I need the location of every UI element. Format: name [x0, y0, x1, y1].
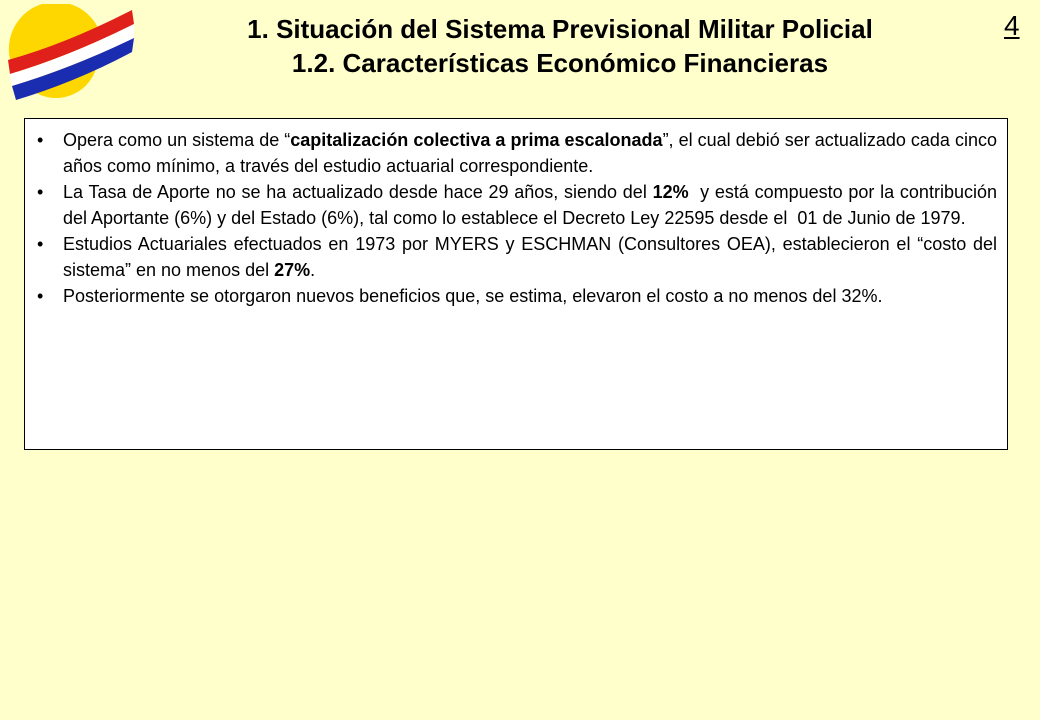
- title-block: [150, 12, 970, 80]
- bullet-icon: •: [37, 182, 44, 202]
- item-text: Opera como un sistema de “: [63, 130, 291, 150]
- content-box: [24, 118, 1008, 450]
- list-item: [37, 283, 997, 309]
- bullet-list: [37, 127, 1002, 309]
- bullet-icon: •: [37, 286, 44, 306]
- bullet-icon: •: [37, 130, 44, 150]
- page-subtitle: 1.2. Características Económico Financieras: [291, 48, 829, 78]
- item-text: .: [310, 260, 316, 280]
- item-bold-text: capitalización colectiva a prima escalonada: [290, 130, 663, 150]
- item-text: ”, el cual debió ser actualizado cada cinco años como mínimo, a través del estudio actuarial correspondiente.: [63, 130, 997, 176]
- sun-stripes-logo-icon: [6, 4, 134, 102]
- page-title: 1. Situación del Sistema Previsional Militar Policial: [247, 14, 873, 44]
- item-text: y está compuesto por la contribución del Aportante (6%) y del Estado (6%), tal como lo establece el Decreto Ley 22595 desde el 01 de Junio de 1979.: [63, 182, 1002, 228]
- item-text: Posteriormente se otorgaron nuevos beneficios que, se estima, elevaron el costo a no menos del 32%.: [63, 286, 883, 306]
- list-item: [37, 231, 997, 283]
- page-number: 4: [1004, 10, 1020, 41]
- item-bold-text: 12%: [652, 182, 689, 202]
- item-text: La Tasa de Aporte no se ha actualizado desde hace 29 años, siendo del: [63, 182, 653, 202]
- list-item: [37, 127, 997, 179]
- bullet-icon: •: [37, 234, 44, 254]
- list-item: [37, 179, 1002, 231]
- item-text: Estudios Actuariales efectuados en 1973 por MYERS y ESCHMAN (Consultores OEA), establecieron el “costo del sistema” en no menos del: [63, 234, 997, 280]
- item-bold-text: 27%: [274, 260, 311, 280]
